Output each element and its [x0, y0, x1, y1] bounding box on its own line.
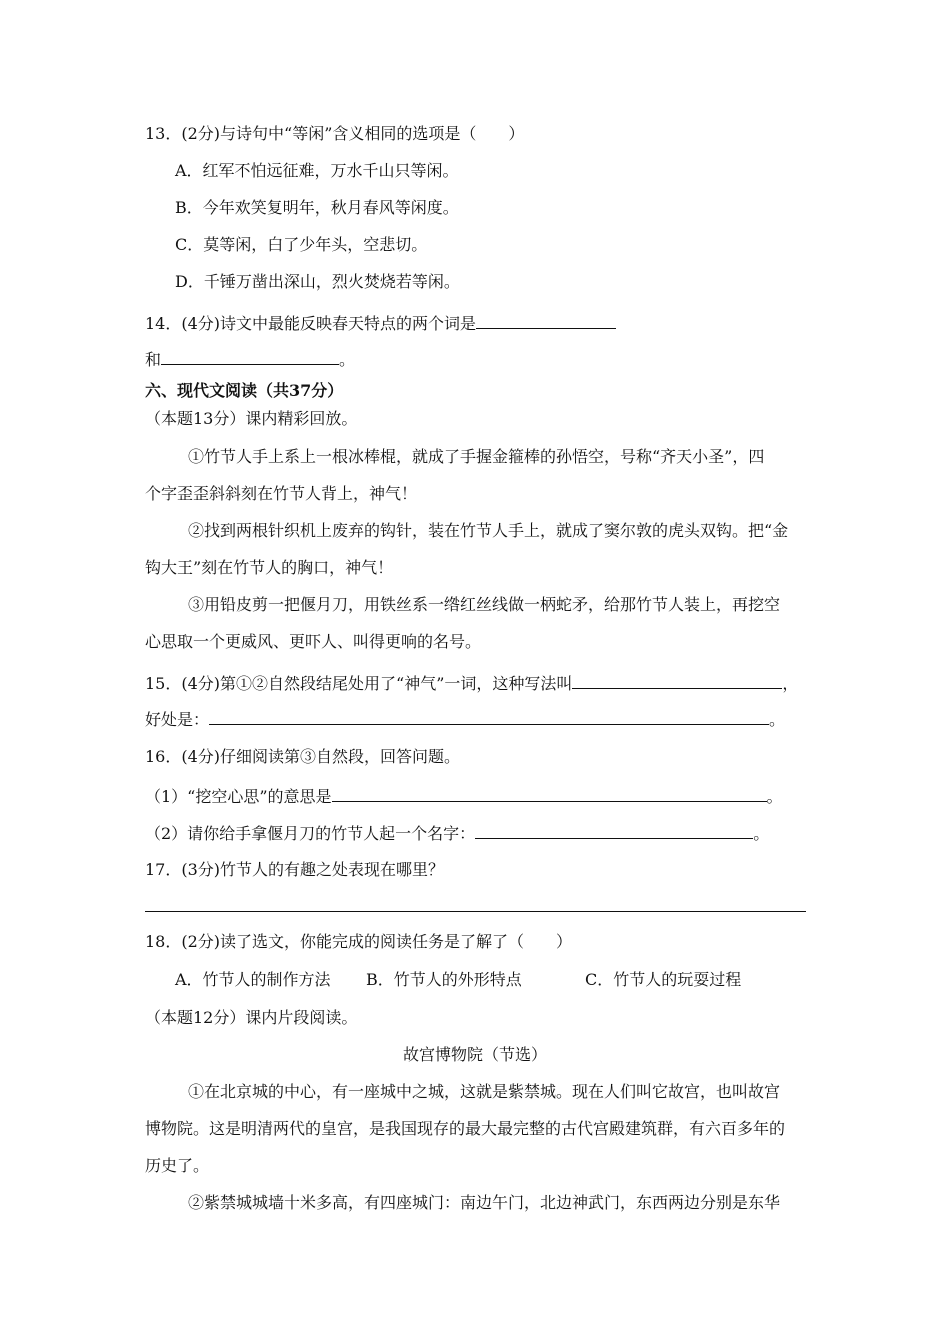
q13-option-b: B．今年欢笑复明年，秋月春风等闲度。: [175, 198, 459, 217]
q16-sub2-answer-blank[interactable]: [475, 822, 753, 839]
q15-stem-suffix: ，: [782, 674, 799, 693]
q16-sub1: [145, 785, 783, 805]
q15-answer-blank-2[interactable]: [209, 708, 769, 725]
q15-line2-suffix: 。: [769, 710, 786, 729]
passage2-para1-line1: ①在北京城的中心，有一座城中之城，这就是紫禁城。现在人们叫它故宫，也叫故宫: [188, 1082, 781, 1101]
passage1-para3-line2: 心思取一个更威风、更吓人、叫得更响的名号。: [145, 632, 482, 651]
q16-sub1-suffix: 。: [766, 787, 783, 806]
q14-stem: 14．(4分)诗文中最能反映春天特点的两个词是: [145, 314, 477, 333]
q15-line2-prefix: 好处是：: [145, 710, 210, 729]
passage1-para3-line1: ③用铅皮剪一把偃月刀，用铁丝系一绺红丝线做一柄蛇矛，给那竹节人装上，再挖空: [188, 595, 781, 614]
part1-intro: （本题13分）课内精彩回放。: [145, 409, 358, 428]
q15-stem-line: [145, 672, 798, 692]
passage1-para2-line1: ②找到两根针织机上废弃的钩针，装在竹节人手上，就成了窦尔敦的虎头双钩。把“金: [188, 521, 789, 540]
q15-answer-blank-1[interactable]: [572, 672, 782, 689]
q14-line2-suffix: 。: [339, 350, 356, 369]
q16-stem: 16．(4分)仔细阅读第③自然段，回答问题。: [145, 747, 461, 766]
q13-option-a: A．红军不怕远征难，万水千山只等闲。: [175, 161, 459, 180]
q13-stem: 13．(2分)与诗句中“等闲”含义相同的选项是（ ）: [145, 124, 525, 143]
q17-stem: 17．(3分)竹节人的有趣之处表现在哪里？: [145, 860, 445, 879]
q16-sub2-prefix: （2）请你给手拿偃月刀的竹节人起一个名字：: [145, 824, 476, 843]
passage2-title: 故宫博物院（节选）: [402, 1045, 547, 1064]
q14-answer-blank-1[interactable]: [476, 312, 616, 329]
q18-stem: 18．(2分)读了选文，你能完成的阅读任务是了解了（ ）: [145, 932, 573, 951]
q15-stem: 15．(4分)第①②自然段结尾处用了“神气”一词，这种写法叫: [145, 674, 573, 693]
passage1-para1-line1: ①竹节人手上系上一根冰棒棍，就成了手握金箍棒的孙悟空，号称“齐天小圣”，四: [188, 447, 765, 466]
passage2-para2-line1: ②紫禁城城墙十米多高，有四座城门：南边午门，北边神武门，东西两边分别是东华: [188, 1193, 781, 1212]
q16-sub1-answer-blank[interactable]: [332, 785, 767, 802]
q14-stem-line: [145, 312, 616, 332]
q14-line2: [145, 348, 355, 368]
q14-line2-prefix: 和: [145, 350, 162, 369]
part2-intro: （本题12分）课内片段阅读。: [145, 1008, 358, 1027]
q16-sub2: [145, 822, 769, 842]
q14-answer-blank-2[interactable]: [161, 348, 339, 365]
q16-sub1-prefix: （1）“挖空心思”的意思是: [145, 787, 332, 806]
q18-option-b: B．竹节人的外形特点: [366, 970, 522, 989]
q18-option-a: A．竹节人的制作方法: [175, 970, 331, 989]
q15-line2: [145, 708, 785, 728]
q13-option-d: D．千锤万凿出深山，烈火焚烧若等闲。: [175, 272, 460, 291]
q17-answer-line[interactable]: [145, 911, 806, 912]
passage2-para1-line2: 博物院。这是明清两代的皇宫，是我国现存的最大最完整的古代宫殿建筑群，有六百多年的: [145, 1119, 786, 1138]
section-6-heading: 六、现代文阅读（共37分）: [145, 381, 344, 400]
q18-option-c: C．竹节人的玩耍过程: [585, 970, 742, 989]
q16-sub2-suffix: 。: [753, 824, 770, 843]
passage1-para2-line2: 钩大王”刻在竹节人的胸口，神气！: [145, 558, 394, 577]
q13-option-c: C．莫等闲，白了少年头，空悲切。: [175, 235, 428, 254]
passage1-para1-line2: 个字歪歪斜斜刻在竹节人背上，神气！: [145, 484, 418, 503]
passage2-para1-line3: 历史了。: [145, 1156, 210, 1175]
